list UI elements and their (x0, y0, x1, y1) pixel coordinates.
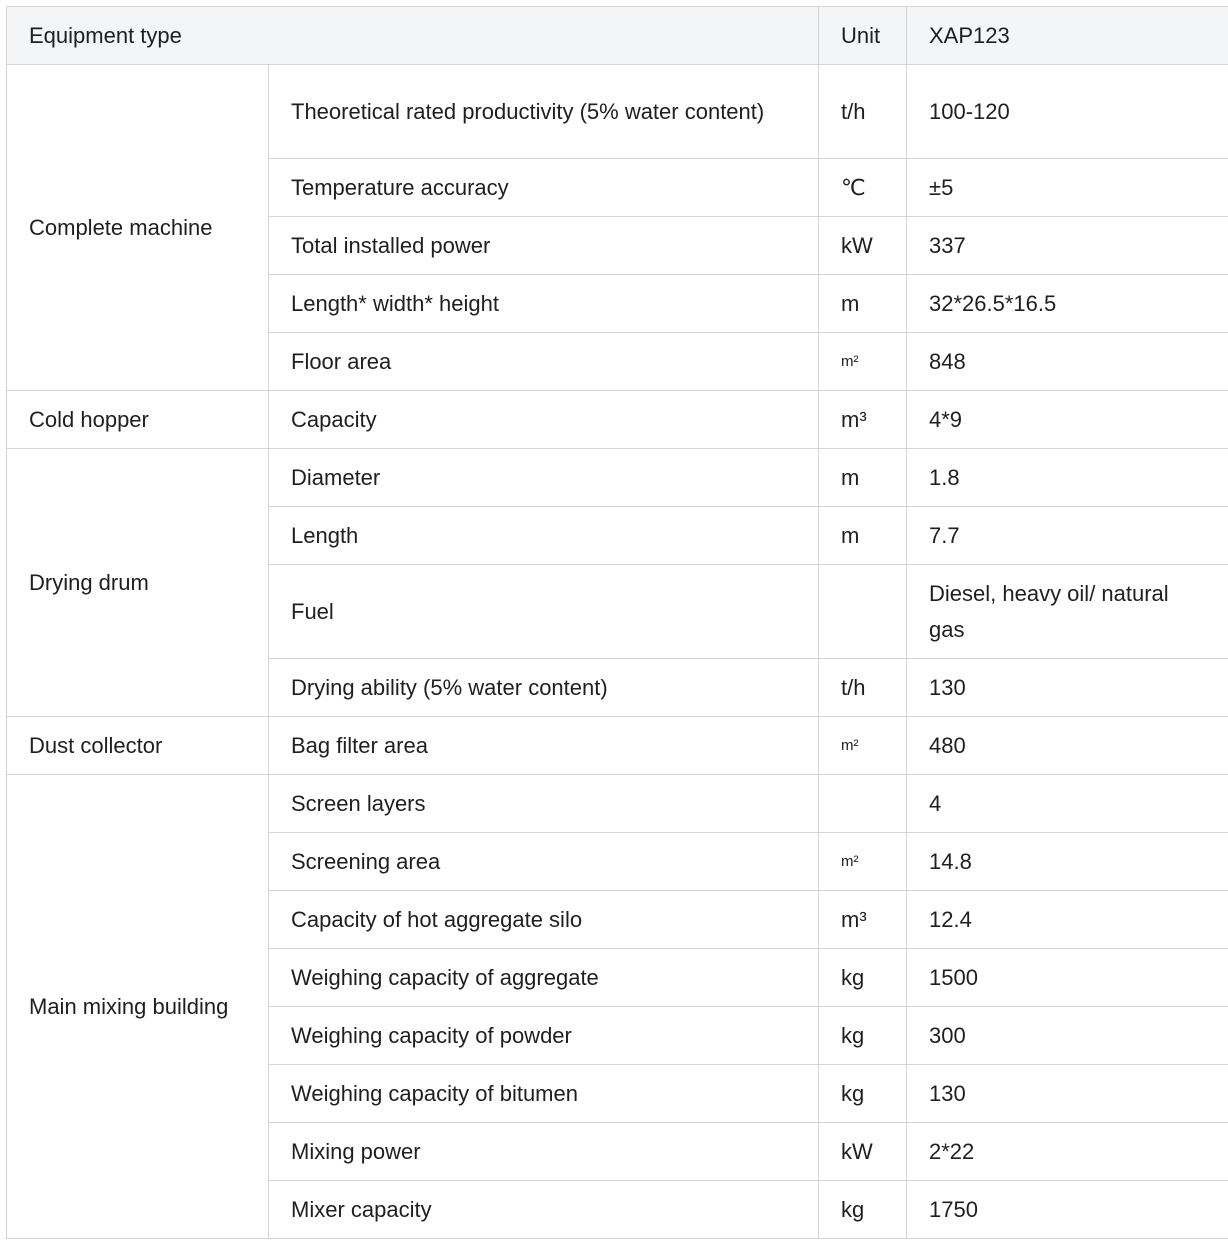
header-row (7, 7, 1228, 65)
group-label: Drying drum (7, 449, 269, 717)
item-cell: Total installed power (269, 217, 819, 275)
value-cell: 300 (907, 1007, 1228, 1065)
value-cell: 1500 (907, 949, 1228, 1007)
value-cell: 2*22 (907, 1123, 1228, 1181)
item-cell: Screen layers (269, 775, 819, 833)
unit-cell: kg (819, 1065, 907, 1123)
item-cell: Capacity of hot aggregate silo (269, 891, 819, 949)
item-cell: Screening area (269, 833, 819, 891)
value-cell: 12.4 (907, 891, 1228, 949)
group-label: Main mixing building (7, 775, 269, 1239)
value-cell: 14.8 (907, 833, 1228, 891)
value-cell: 4 (907, 775, 1228, 833)
header-unit: Unit (819, 7, 907, 65)
item-cell: Mixer capacity (269, 1181, 819, 1239)
unit-cell (819, 775, 907, 833)
value-cell: 1750 (907, 1181, 1228, 1239)
value-cell: 100-120 (907, 65, 1228, 159)
unit-cell: kg (819, 1181, 907, 1239)
value-cell: ±5 (907, 159, 1228, 217)
unit-cell: m³ (819, 891, 907, 949)
group-label: Cold hopper (7, 391, 269, 449)
unit-cell: t/h (819, 659, 907, 717)
item-cell: Length (269, 507, 819, 565)
unit-cell: m² (819, 833, 907, 891)
item-cell: Weighing capacity of aggregate (269, 949, 819, 1007)
unit-cell: m² (819, 333, 907, 391)
unit-cell (819, 565, 907, 659)
item-cell: Theoretical rated productivity (5% water content) (269, 65, 819, 159)
table-row (7, 775, 1228, 833)
value-cell: 4*9 (907, 391, 1228, 449)
header-equipment-type: Equipment type (7, 7, 819, 65)
unit-cell: m³ (819, 391, 907, 449)
unit-cell: m (819, 275, 907, 333)
unit-cell: kg (819, 949, 907, 1007)
table-row (7, 717, 1228, 775)
unit-cell: kg (819, 1007, 907, 1065)
item-cell: Temperature accuracy (269, 159, 819, 217)
value-cell: 848 (907, 333, 1228, 391)
item-cell: Floor area (269, 333, 819, 391)
item-cell: Weighing capacity of bitumen (269, 1065, 819, 1123)
group-label: Dust collector (7, 717, 269, 775)
header-model: XAP123 (907, 7, 1228, 65)
group-label: Complete machine (7, 65, 269, 391)
unit-cell: kW (819, 217, 907, 275)
item-cell: Fuel (269, 565, 819, 659)
unit-cell: kW (819, 1123, 907, 1181)
value-cell: 130 (907, 659, 1228, 717)
item-cell: Weighing capacity of powder (269, 1007, 819, 1065)
equipment-spec-table (6, 6, 1228, 1239)
table-header (7, 7, 1228, 65)
table-body (7, 65, 1228, 1239)
unit-cell: m² (819, 717, 907, 775)
item-cell: Bag filter area (269, 717, 819, 775)
table-row (7, 449, 1228, 507)
value-cell: 7.7 (907, 507, 1228, 565)
table-row (7, 65, 1228, 159)
value-cell: 130 (907, 1065, 1228, 1123)
item-cell: Diameter (269, 449, 819, 507)
value-cell: Diesel, heavy oil/ natural gas (907, 565, 1228, 659)
value-cell: 337 (907, 217, 1228, 275)
table-row (7, 391, 1228, 449)
value-cell: 1.8 (907, 449, 1228, 507)
unit-cell: m (819, 507, 907, 565)
value-cell: 480 (907, 717, 1228, 775)
value-cell: 32*26.5*16.5 (907, 275, 1228, 333)
item-cell: Length* width* height (269, 275, 819, 333)
unit-cell: ℃ (819, 159, 907, 217)
item-cell: Drying ability (5% water content) (269, 659, 819, 717)
unit-cell: m (819, 449, 907, 507)
unit-cell: t/h (819, 65, 907, 159)
item-cell: Mixing power (269, 1123, 819, 1181)
item-cell: Capacity (269, 391, 819, 449)
